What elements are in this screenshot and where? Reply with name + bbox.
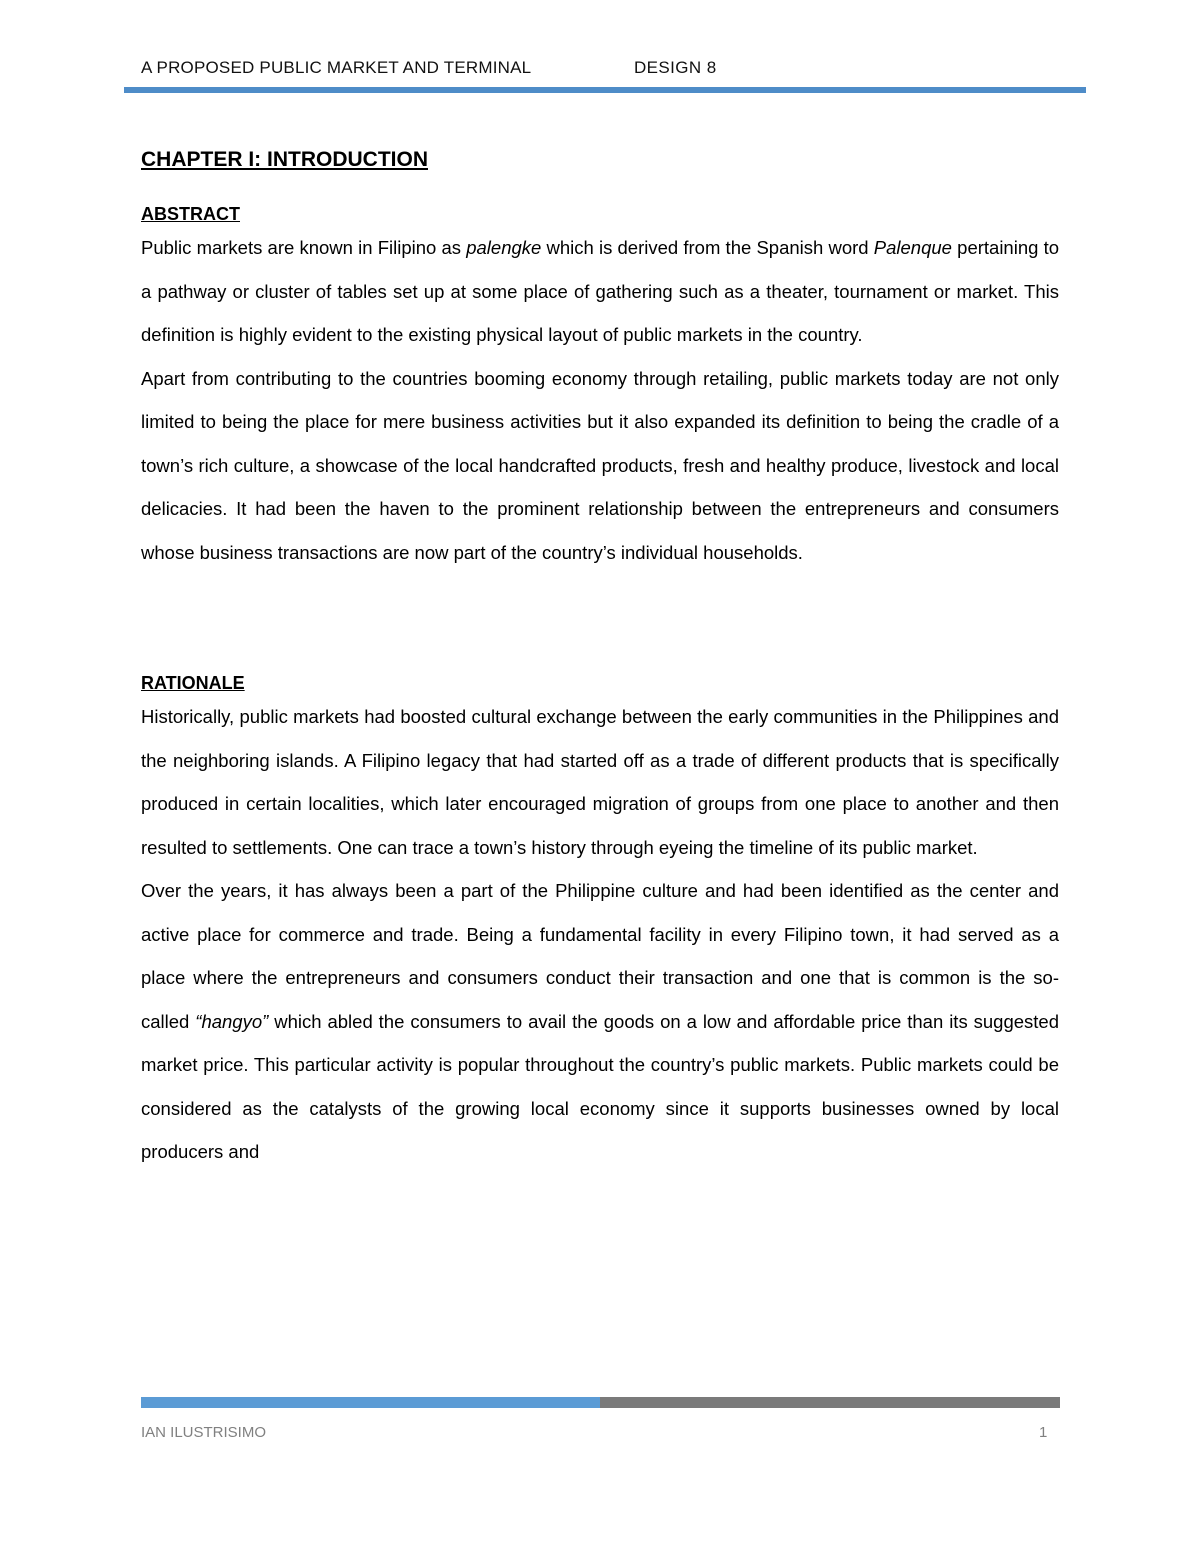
- rationale-paragraph-1: Historically, public markets had boosted cultural exchange between the early communities in the Philippines and the neighboring islands. A Filipino legacy that had started off as a trade of different products that is specifically produced in certain localities, which later encouraged migration of groups from one place to another and then resulted to settlements. One can trace a town’s history through eyeing the timeline of its public market.: [141, 706, 1059, 858]
- abstract-paragraph-2: Apart from contributing to the countries booming economy through retailing, public markets today are not only limited to being the place for mere business activities but it also expanded its definition to being the cradle of a town’s rich culture, a showcase of the local handcrafted products, fresh and healthy produce, livestock and local delicacies. It had been the haven to the prominent relationship between the entrepreneurs and consumers whose business transactions are now part of the country’s individual households.: [141, 367, 1059, 563]
- abstract-paragraph-1: [141, 226, 1059, 357]
- abstract-p1-text-a: Public markets are known in Filipino as: [141, 237, 467, 258]
- abstract-p1-term-palenque: Palenque: [873, 237, 952, 258]
- header-course: DESIGN 8: [634, 58, 717, 77]
- abstract-p1-text-c: which is derived from the Spanish word: [541, 237, 874, 258]
- footer-author: IAN ILUSTRISIMO: [141, 1424, 267, 1441]
- abstract-p1-term-palengke: palengke: [466, 237, 542, 258]
- rationale-p2-text-a: Over the years, it has always been a part of the Philippine culture and had been identified as the center and active place for commerce and trade. Being a fundamental facility in every Filipino town, it had served as a place where the entrepreneurs and consumers conduct their transaction and one that is common is the so-called: [141, 880, 1059, 1032]
- abstract-p1-text-e: pertaining to a pathway or cluster of tables set up at some place of gathering such as a theater, tournament or market. This definition is highly evident to the existing physical layout of public markets in the country.: [141, 237, 1060, 345]
- page-number: 1: [1039, 1424, 1048, 1441]
- header-title: A PROPOSED PUBLIC MARKET AND TERMINAL: [141, 58, 532, 77]
- rationale-p2-term-hangyo: “hangyo”: [195, 1010, 269, 1032]
- footer-bar-blue: [141, 1397, 600, 1408]
- rationale-p2-text-c: which abled the consumers to avail the goods on a low and affordable price than its suggested market price. This particular activity is popular throughout the country’s public markets. Public markets could be considered as the catalysts of the growing local economy since it supports businesses owned by local producers and: [141, 1010, 1059, 1162]
- page-content: [141, 140, 1059, 1174]
- footer-bar-gray: [600, 1397, 1060, 1408]
- header-rule: [124, 87, 1086, 93]
- abstract-heading: ABSTRACT: [141, 204, 240, 224]
- rationale-heading: RATIONALE: [141, 673, 245, 693]
- rationale-paragraph-2: [141, 869, 1059, 1174]
- chapter-title: CHAPTER I: INTRODUCTION: [141, 148, 428, 171]
